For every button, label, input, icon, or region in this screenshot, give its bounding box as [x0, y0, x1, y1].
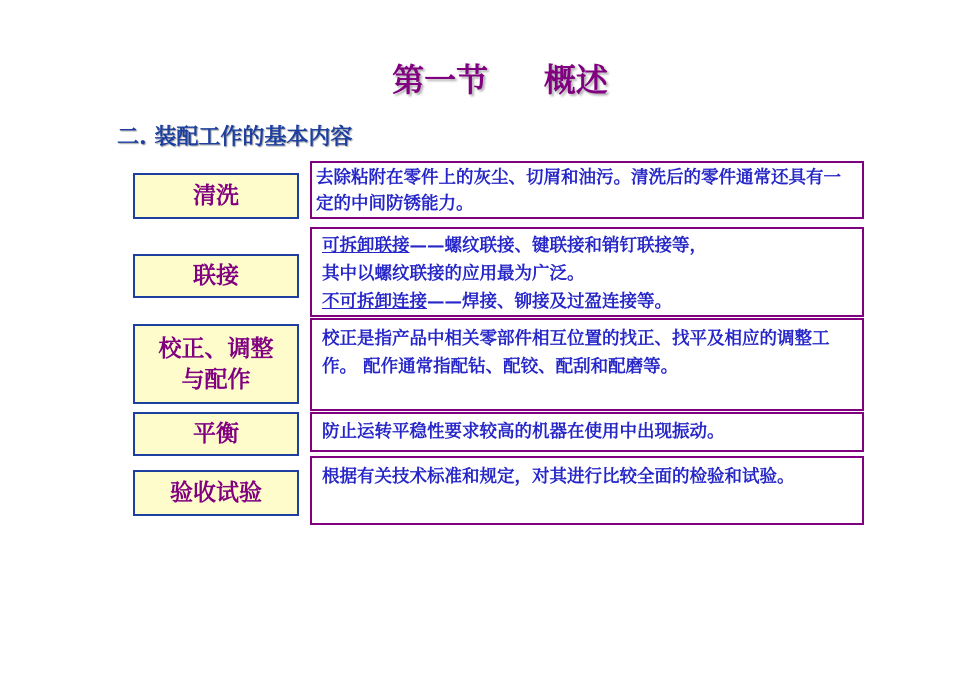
desc-cleaning — [310, 161, 864, 219]
desc-alignment-text: 校正是指产品中相关零部件相互位置的找正、找平及相应的调整工作。 配作通常指配钻、配铰、配刮和配磨等。 — [322, 329, 830, 377]
label-joining: 联接 — [133, 254, 299, 298]
permanent-joint-term: 不可拆卸连接 — [322, 292, 427, 312]
detachable-joint-term: 可拆卸联接 — [322, 236, 410, 256]
desc-balancing — [310, 412, 864, 452]
desc-joining-line3 — [322, 288, 852, 316]
label-balancing: 平衡 — [133, 412, 299, 456]
desc-cleaning-text: 去除粘附在零件上的灰尘、切屑和油污。清洗后的零件通常还具有一定的中间防锈能力。 — [316, 168, 841, 214]
desc-acceptance — [310, 456, 864, 525]
desc-joining-line1-rest: ——螺纹联接、键联接和销钉联接等， — [409, 236, 707, 256]
desc-alignment — [310, 318, 864, 411]
section-heading: 二. 装配工作的基本内容 — [117, 124, 353, 150]
desc-joining — [310, 227, 864, 317]
desc-acceptance-text: 根据有关技术标准和规定，对其进行比较全面的检验和试验。 — [322, 467, 795, 487]
label-alignment: 校正、调整与配作 — [133, 324, 299, 404]
desc-joining-line3-rest: ——焊接、铆接及过盈连接等。 — [427, 292, 672, 312]
desc-joining-line2: 其中以螺纹联接的应用最为广泛。 — [322, 264, 585, 284]
label-cleaning: 清洗 — [133, 173, 299, 219]
desc-balancing-text: 防止运转平稳性要求较高的机器在使用中出现振动。 — [322, 422, 725, 442]
desc-joining-line1 — [322, 232, 852, 260]
page-title: 第一节 概述 — [392, 61, 608, 99]
label-acceptance: 验收试验 — [133, 470, 299, 516]
